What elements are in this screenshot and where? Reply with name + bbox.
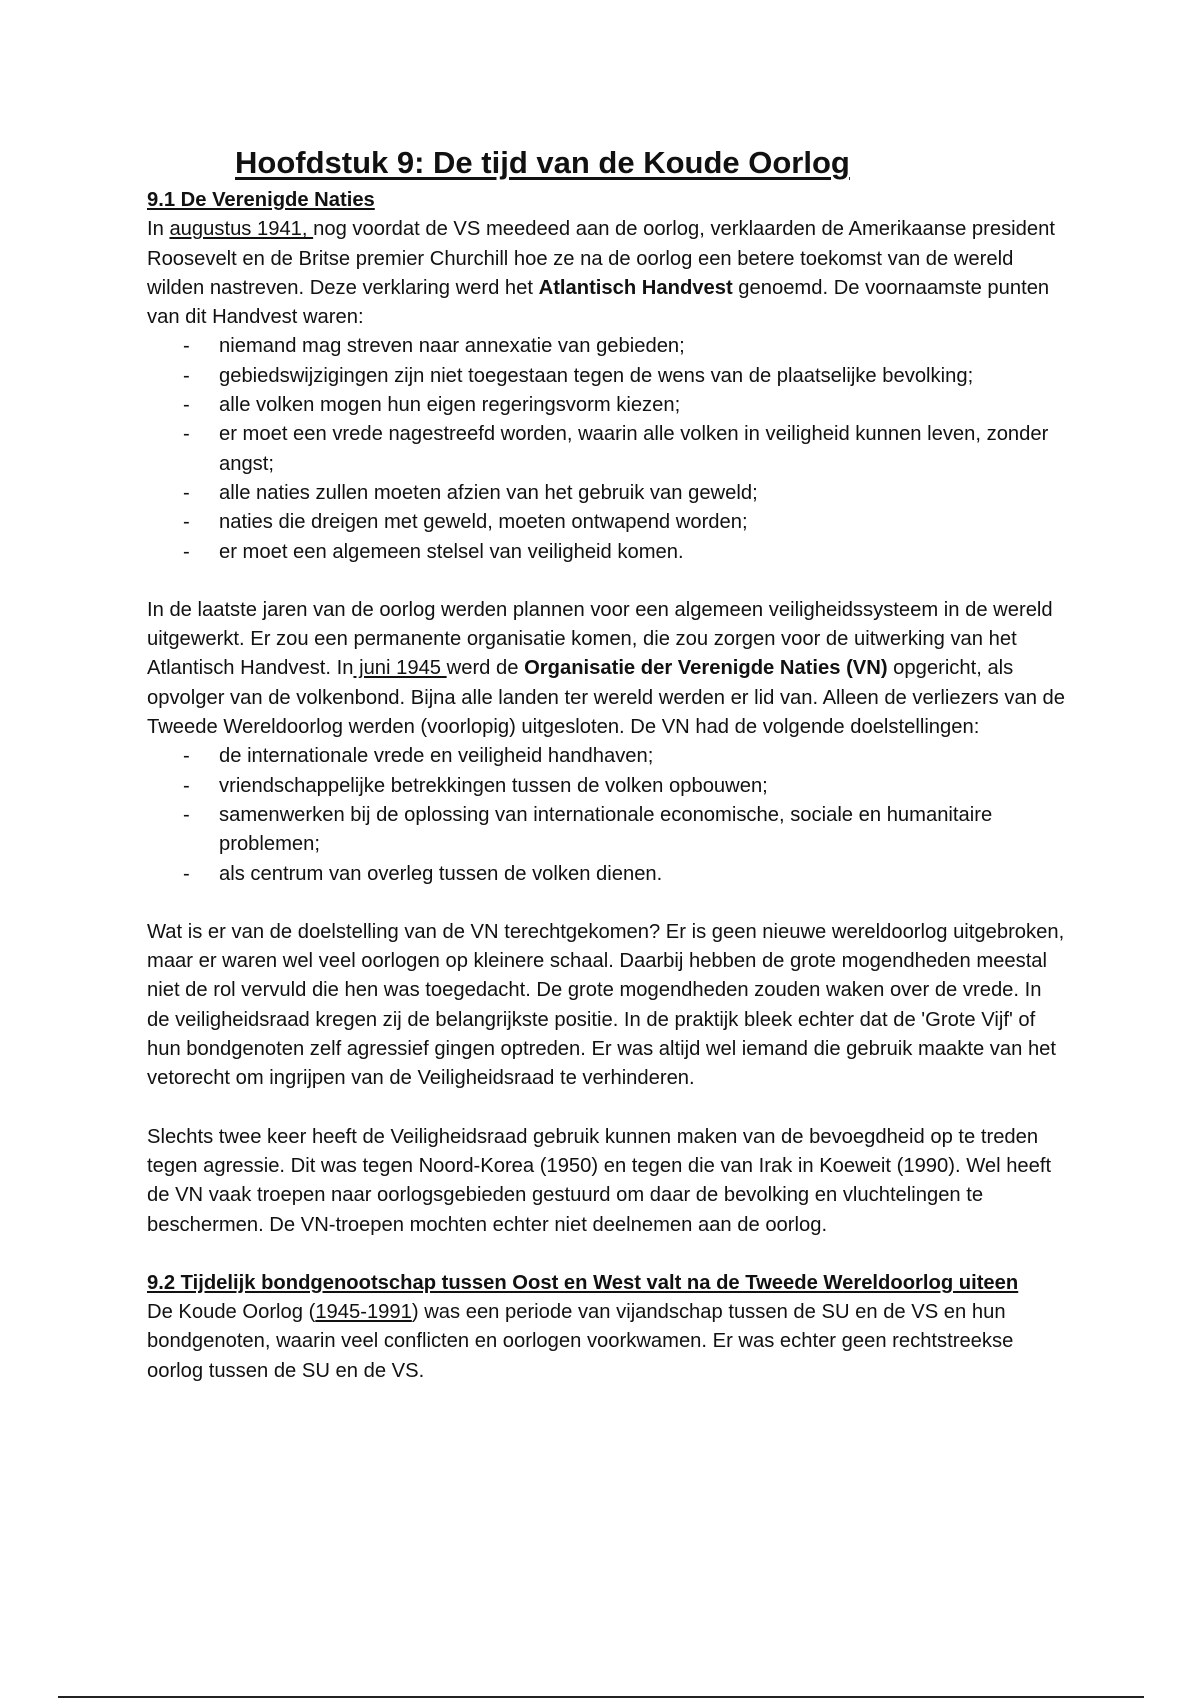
page-title: Hoofdstuk 9: De tijd van de Koude Oorlog — [235, 145, 850, 180]
date-june-1945: juni 1945 — [353, 657, 447, 680]
paragraph-un-evaluation: Wat is er van de doelstelling van de VN terechtgekomen? Er is geen nieuwe wereldoorlog uitgebroken, maar er waren wel veel oorlogen op kleinere schaal. Daarbij hebben de grote mogendheden meestal niet de rol vervuld die hen was toegedacht. De grote mogendheden zouden waken over de vrede. In de veiligheidsraad kregen zij de belangrijkste positie. In de praktijk bleek echter dat de 'Grote Vijf' of hun bondgenoten zelf agressief gingen optreden. Er was altijd wel iemand die gebruik maakte van het vetorecht om ingrijpen van de Veiligheidsraad te verhinderen. — [147, 920, 1065, 1090]
charter-points-list — [147, 332, 1067, 566]
document-page — [147, 144, 1067, 1386]
paragraph-un-founding: In de laatste jaren van de oorlog werden plannen voor een algemeen veiligheidssysteem in de wereld uitgewerkt. Er zou een permanente organisatie komen, die zou zorgen voor de uitwerking van het Atlantisch Handvest. In juni 1945 werd de Organisatie der Verenigde Naties (VN) opgericht, als opvolger van de volkenbond. Bijna alle landen ter wereld werden er lid van. Alleen de verliezers van de Tweede Wereldoorlog werden (voorlopig) uitgesloten. De VN had de volgende doelstellingen: — [147, 598, 1065, 739]
section-heading-9-2: 9.2 Tijdelijk bondgenootschap tussen Oost en West valt na de Tweede Wereldoorlog uiteen — [147, 1271, 1019, 1294]
list-item: - als centrum van overleg tussen de volken dienen. — [147, 860, 1067, 889]
list-item: - er moet een algemeen stelsel van veiligheid komen. — [147, 538, 1067, 567]
list-item: - er moet een vrede nagestreefd worden, waarin alle volken in veiligheid kunnen leven, zonder angst; — [147, 420, 1067, 479]
term-vn: Organisatie der Verenigde Naties (VN) — [524, 657, 888, 680]
list-item: - gebiedswijzigingen zijn niet toegestaan tegen de wens van de plaatselijke bevolking; — [147, 362, 1067, 391]
un-goals-list — [147, 742, 1067, 888]
list-item: - alle volken mogen hun eigen regeringsvorm kiezen; — [147, 391, 1067, 420]
term-atlantisch-handvest: Atlantisch Handvest — [538, 276, 733, 299]
paragraph-atlantic-charter: In augustus 1941, nog voordat de VS meedeed aan de oorlog, verklaarden de Amerikaanse president Roosevelt en de Britse premier Churchill hoe ze na de oorlog een betere toekomst van de wereld wilden nastreven. Deze verklaring werd het Atlantisch Handvest genoemd. De voornaamste punten van dit Handvest waren: — [147, 218, 1055, 329]
list-item: - vriendschappelijke betrekkingen tussen de volken opbouwen; — [147, 772, 1067, 801]
paragraph-security-council: Slechts twee keer heeft de Veiligheidsraad gebruik kunnen maken van de bevoegdheid op te treden tegen agressie. Dit was tegen Noord-Korea (1950) en tegen die van Irak in Koeweit (1990). Wel heeft de VN vaak troepen naar oorlogsgebieden gestuurd om daar de bevolking en vluchtelingen te beschermen. De VN-troepen mochten echter niet deelnemen aan de oorlog. — [147, 1125, 1052, 1236]
list-item: - naties die dreigen met geweld, moeten ontwapend worden; — [147, 508, 1067, 537]
list-item: - alle naties zullen moeten afzien van het gebruik van geweld; — [147, 479, 1067, 508]
date-august-1941: augustus 1941, — [169, 218, 314, 241]
list-item: - samenwerken bij de oplossing van internationale economische, sociale en humanitaire problemen; — [147, 801, 1067, 860]
date-cold-war-period: 1945-1991 — [315, 1301, 412, 1324]
section-heading-9-1: 9.1 De Verenigde Naties — [147, 189, 375, 211]
paragraph-cold-war: De Koude Oorlog (1945-1991) was een periode van vijandschap tussen de SU en de VS en hun bondgenoten, waarin veel conflicten en oorlogen voorkwamen. Er was echter geen rechtstreekse oorlog tussen de SU en de VS. — [147, 1301, 1014, 1382]
footer-divider — [58, 1696, 1144, 1698]
list-item: - de internationale vrede en veiligheid handhaven; — [147, 742, 1067, 771]
list-item: - niemand mag streven naar annexatie van gebieden; — [147, 332, 1067, 361]
